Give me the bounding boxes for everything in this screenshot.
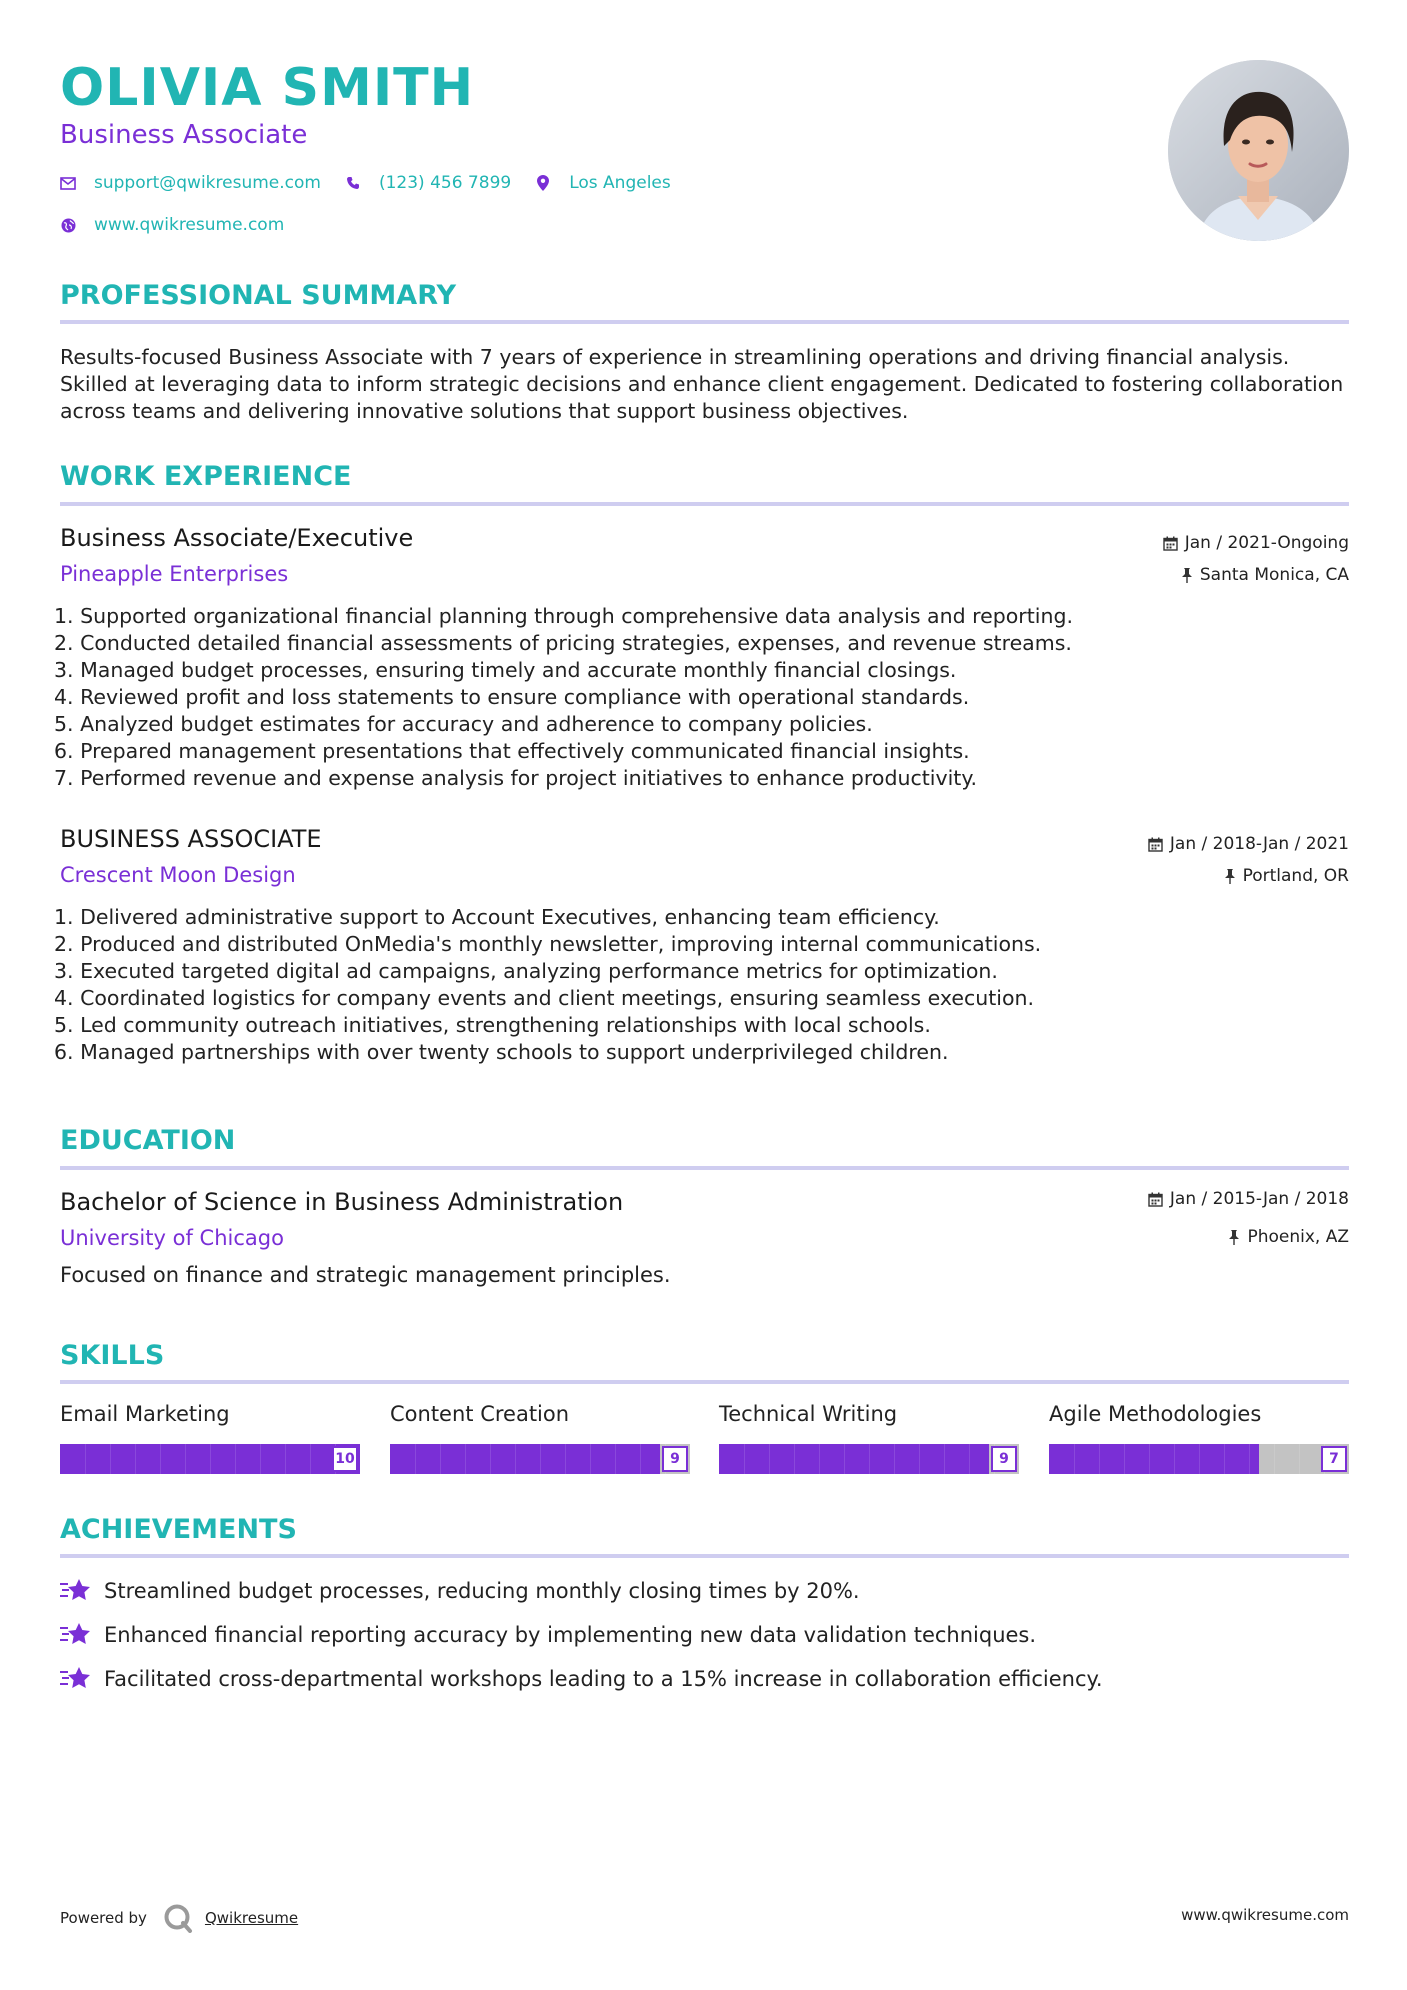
skill-label: Email Marketing (60, 1402, 230, 1426)
list-item: 3. Managed budget processes, ensuring timely and accurate monthly financial closings. (54, 658, 957, 682)
skill-bar-segment (844, 1444, 845, 1474)
skill-bar-segment (565, 1444, 566, 1474)
footer-powered-by (60, 1903, 298, 1933)
skill-bar-segment (515, 1444, 516, 1474)
skill-bar-segment (894, 1444, 895, 1474)
job-dates-text: Jan / 2018-Jan / 2021 (1169, 834, 1349, 854)
qwikresume-logo-icon (163, 1903, 193, 1933)
skill-bar-segment (210, 1444, 211, 1474)
list-item: 7. Performed revenue and expense analysis for project initiatives to enhance productivity. (54, 766, 978, 790)
job-title: Business Associate/Executive (60, 524, 414, 552)
skill-bar-segment (235, 1444, 236, 1474)
education-location-text: Phoenix, AZ (1247, 1227, 1349, 1247)
skill-bar-segment (260, 1444, 261, 1474)
skill-level-badge: 7 (1321, 1446, 1347, 1472)
achievement-item (60, 1620, 1036, 1650)
skill-bar-segment (944, 1444, 945, 1474)
skill-bar-segment (869, 1444, 870, 1474)
skill-bar-fill (390, 1444, 660, 1474)
skills-heading: SKILLS (60, 1340, 165, 1371)
phone-icon (345, 175, 361, 191)
job-title: BUSINESS ASSOCIATE (60, 825, 322, 853)
contact-location (535, 173, 671, 193)
skill-bar-segment (615, 1444, 616, 1474)
list-item: 6. Prepared management presentations that effectively communicated financial insights. (54, 739, 970, 763)
experience-heading: WORK EXPERIENCE (60, 461, 352, 492)
skill-bar-segment (465, 1444, 466, 1474)
skill-bar (390, 1444, 690, 1474)
skill-bar-segment (1199, 1444, 1200, 1474)
skill-level-badge: 9 (662, 1446, 688, 1472)
skill-bar-segment (1224, 1444, 1225, 1474)
achievements-divider (60, 1554, 1349, 1558)
skill-bar-segment (640, 1444, 641, 1474)
candidate-name: OLIVIA SMITH (60, 58, 475, 118)
skill-bar-segment (415, 1444, 416, 1474)
skill-bar-segment (1149, 1444, 1150, 1474)
qwikresume-link[interactable]: Qwikresume (204, 1909, 299, 1927)
job-dates (1163, 533, 1349, 553)
list-item: 3. Executed targeted digital ad campaigns, analyzing performance metrics for optimization. (54, 959, 998, 983)
skills-divider (60, 1380, 1349, 1384)
skill-item (60, 1402, 360, 1474)
achievements-heading: ACHIEVEMENTS (60, 1514, 297, 1545)
skill-bar-segment (1274, 1444, 1275, 1474)
list-item: 2. Produced and distributed OnMedia's monthly newsletter, improving internal communications. (54, 932, 1042, 956)
list-item: 1. Supported organizational financial planning through comprehensive data analysis and reporting. (54, 604, 1073, 628)
skill-bar-segment (540, 1444, 541, 1474)
achievement-item (60, 1664, 1103, 1694)
achievement-text: Streamlined budget processes, reducing monthly closing times by 20%. (104, 1579, 860, 1603)
achievement-item (60, 1576, 860, 1606)
skill-bar (719, 1444, 1019, 1474)
powered-by-label: Powered by (60, 1909, 147, 1927)
skill-bar-segment (110, 1444, 111, 1474)
globe-icon (60, 217, 76, 233)
skill-label: Agile Methodologies (1049, 1402, 1262, 1426)
experience-divider (60, 502, 1349, 506)
skill-bar-segment (1074, 1444, 1075, 1474)
skill-bar-segment (794, 1444, 795, 1474)
skill-bar-fill (719, 1444, 989, 1474)
list-item: 5. Led community outreach initiatives, strengthening relationships with local schools. (54, 1013, 931, 1037)
skill-bar-segment (285, 1444, 286, 1474)
list-item: 4. Coordinated logistics for company events and client meetings, ensuring seamless execution. (54, 986, 1034, 1010)
contact-email[interactable] (60, 173, 321, 193)
star-icon (60, 1576, 92, 1606)
skill-bar-segment (1299, 1444, 1300, 1474)
education-divider (60, 1166, 1349, 1170)
skill-bar-segment (744, 1444, 745, 1474)
location-text: Los Angeles (569, 173, 671, 193)
skill-bar (1049, 1444, 1349, 1474)
skill-bar-segment (1124, 1444, 1125, 1474)
skill-label: Technical Writing (719, 1402, 898, 1426)
skill-label: Content Creation (390, 1402, 570, 1426)
skill-bar-segment (819, 1444, 820, 1474)
achievement-text: Facilitated cross-departmental workshops leading to a 15% increase in collaboration efficiency. (104, 1667, 1103, 1691)
skill-bar-fill (1049, 1444, 1259, 1474)
skill-level-badge: 10 (332, 1446, 358, 1472)
email-text: support@qwikresume.com (94, 173, 321, 193)
skill-item (1049, 1402, 1349, 1474)
education-note: Focused on finance and strategic management principles. (60, 1263, 671, 1287)
pushpin-icon (1224, 869, 1236, 884)
footer-website[interactable]: www.qwikresume.com (1181, 1906, 1349, 1924)
skill-item (390, 1402, 690, 1474)
contact-website[interactable] (60, 215, 284, 235)
profile-photo (1168, 60, 1349, 241)
map-pin-icon (535, 175, 551, 191)
job-location-text: Portland, OR (1242, 866, 1349, 886)
job-location (1224, 866, 1349, 886)
job-company: Pineapple Enterprises (60, 562, 289, 586)
job-location-text: Santa Monica, CA (1199, 565, 1349, 585)
skill-bar-segment (160, 1444, 161, 1474)
contact-row-primary (60, 173, 695, 193)
summary-divider (60, 320, 1349, 324)
skill-bar-segment (185, 1444, 186, 1474)
calendar-icon (1148, 1192, 1163, 1207)
skill-bar-segment (490, 1444, 491, 1474)
calendar-icon (1163, 536, 1178, 551)
website-text: www.qwikresume.com (94, 215, 285, 235)
list-item: 1. Delivered administrative support to Account Executives, enhancing team efficiency. (54, 905, 940, 929)
education-school: University of Chicago (60, 1226, 284, 1250)
star-icon (60, 1664, 92, 1694)
candidate-title: Business Associate (60, 120, 308, 150)
skill-bar (60, 1444, 360, 1474)
skill-bar-segment (1249, 1444, 1250, 1474)
skill-level-badge: 9 (991, 1446, 1017, 1472)
skill-bar-segment (919, 1444, 920, 1474)
job-dates (1148, 834, 1349, 854)
summary-heading: PROFESSIONAL SUMMARY (60, 280, 457, 311)
education-dates (1148, 1189, 1349, 1209)
job-dates-text: Jan / 2021-Ongoing (1184, 533, 1349, 553)
job-company: Crescent Moon Design (60, 863, 296, 887)
pushpin-icon (1181, 568, 1193, 583)
skill-item (719, 1402, 1019, 1474)
calendar-icon (1148, 837, 1163, 852)
list-item: 2. Conducted detailed financial assessments of pricing strategies, expenses, and revenue streams. (54, 631, 1072, 655)
skill-bar-segment (1099, 1444, 1100, 1474)
contact-phone[interactable] (345, 173, 511, 193)
summary-text: Results-focused Business Associate with 7 years of experience in streamlining operations and driving financial analysis. Skilled at leveraging data to inform strategic decisions and enhance client engagement. Dedicated to fostering collaboration across teams and delivering innovative solutions that support business objectives. (60, 345, 1344, 423)
pushpin-icon (1228, 1230, 1240, 1245)
contact-row-secondary (60, 215, 308, 235)
star-icon (60, 1620, 92, 1650)
list-item: 5. Analyzed budget estimates for accuracy and adherence to company policies. (54, 712, 873, 736)
list-item: 4. Reviewed profit and loss statements to ensure compliance with operational standards. (54, 685, 970, 709)
job-bullets (54, 603, 1344, 792)
skill-bar-segment (769, 1444, 770, 1474)
skill-bar-segment (135, 1444, 136, 1474)
list-item: 6. Managed partnerships with over twenty schools to support underprivileged children. (54, 1040, 949, 1064)
job-location (1181, 565, 1349, 585)
job-bullets (54, 904, 1344, 1066)
education-heading: EDUCATION (60, 1125, 236, 1156)
education-dates-text: Jan / 2015-Jan / 2018 (1169, 1189, 1349, 1209)
education-degree: Bachelor of Science in Business Administration (60, 1188, 624, 1216)
phone-text: (123) 456 7899 (378, 173, 512, 193)
education-location (1228, 1227, 1349, 1247)
skill-bar-segment (1174, 1444, 1175, 1474)
achievement-text: Enhanced financial reporting accuracy by implementing new data validation techniques. (104, 1623, 1037, 1647)
skill-bar-segment (310, 1444, 311, 1474)
skill-bar-segment (969, 1444, 970, 1474)
envelope-icon (60, 175, 76, 191)
skill-bar-segment (440, 1444, 441, 1474)
skill-bar-segment (590, 1444, 591, 1474)
skill-bar-segment (85, 1444, 86, 1474)
